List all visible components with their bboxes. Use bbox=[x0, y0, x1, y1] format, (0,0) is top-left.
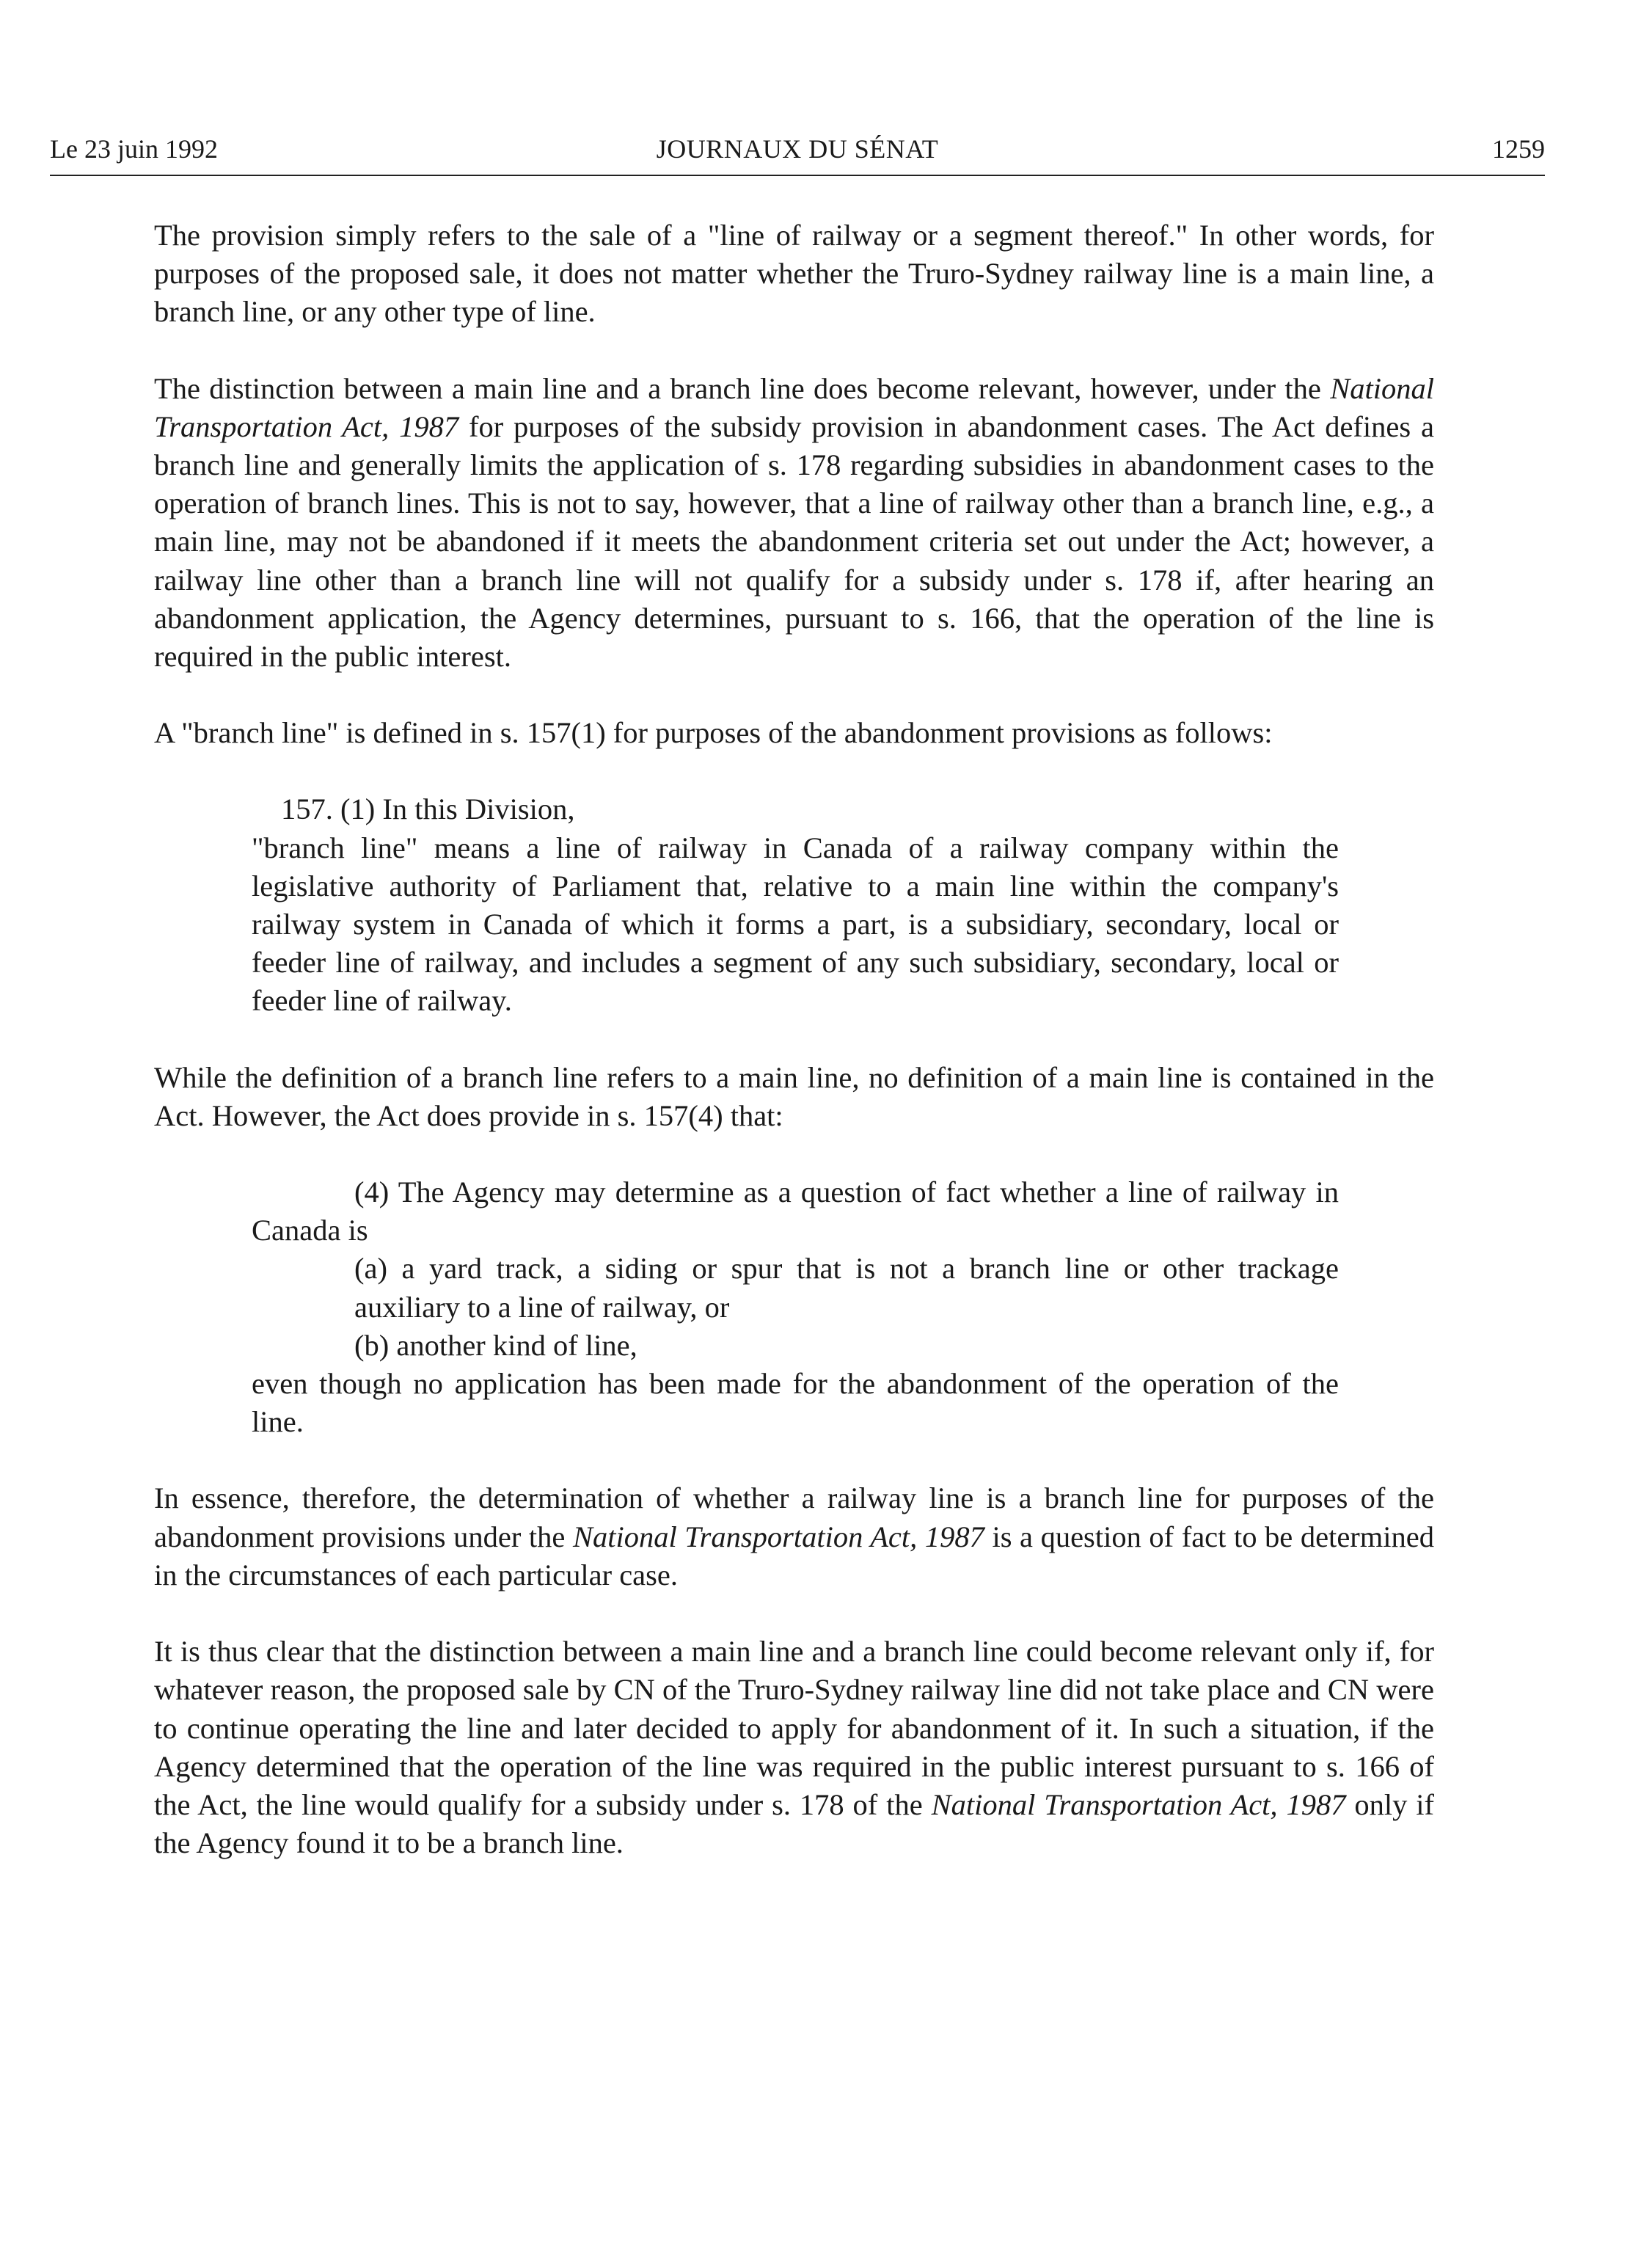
paragraph-2-start: The distinction between a main line and a branch line does become relevant, however, under the bbox=[154, 371, 1331, 405]
quote-section-157-1 bbox=[252, 790, 1339, 1020]
paragraph-6-end: only if the Agency found it to be a branch line. bbox=[154, 1787, 1434, 1860]
paragraph-1: The provision simply refers to the sale of a "line of railway or a segment thereof." In other words, for purposes of the proposed sale, it does not matter whether the Truro-Sydney railway line is a main line, a branch line, or any other type of line. bbox=[154, 219, 1434, 329]
paragraph-3: A "branch line" is defined in s. 157(1) for purposes of the abandonment provisions as follows: bbox=[154, 716, 1273, 750]
document-body bbox=[154, 216, 1434, 1862]
act-title: National Transportation Act, 1987 bbox=[154, 371, 1434, 443]
page-header bbox=[50, 131, 1545, 176]
paragraph-5-end: is a question of fact to be determined in the circumstances of each particular case. bbox=[154, 1520, 1435, 1591]
page-number: 1259 bbox=[1492, 134, 1545, 164]
header-title: JOURNAUX DU SÉNAT bbox=[656, 134, 939, 164]
header-date: Le 23 juin 1992 bbox=[50, 134, 218, 164]
paragraph-2-end: for purposes of the subsidy provision in abandonment cases. The Act defines a branch line and generally limits the application of s. 178 regarding subsidies in abandonment cases to the operation of branch lines. This is not to say, however, that a line of railway other than a branch line, e.g., a main line, may not be abandoned if it meets the abandonment criteria set out under the Act; however, a railway line other than a branch line will not qualify for a subsidy under s. 178 if, after hearing an abandonment application, the Agency determines, pursuant to s. 166, that the operation of the line is required in the public interest. bbox=[154, 409, 1434, 674]
paragraph-4: While the definition of a branch line refers to a main line, no definition of a main line is contained in the Act. However, the Act does provide in s. 157(4) that: bbox=[154, 1060, 1434, 1132]
paragraph-6 bbox=[154, 1633, 1434, 1862]
quote-2-item-a: (a) a yard track, a siding or spur that is not a branch line or other trackage auxiliary to a line of railway, or bbox=[354, 1252, 1339, 1324]
quote-2-tail: even though no application has been made for the abandonment of the operation of the line. bbox=[252, 1367, 1339, 1439]
paragraph-6-start: It is thus clear that the distinction between a main line and a branch line could become relevant only if, for whatever reason, the proposed sale by CN of the Truro-Sydney railway line did not take place and CN were to continue operating the line and later decided to apply for abandonment of it. In such a situation, if the Agency determined that the operation of the line was required in the public interest pursuant to s. 166 of the Act, the line would qualify for a subsidy under s. 178 of the bbox=[154, 1635, 1434, 1821]
act-title: National Transportation Act, 1987 bbox=[572, 1520, 984, 1553]
quote-2-item-b: (b) another kind of line, bbox=[354, 1328, 637, 1362]
quote-1-head: 157. (1) In this Division, bbox=[281, 792, 575, 826]
quote-2-first: (4) The Agency may determine as a question of fact whether a line of railway in Canada is bbox=[252, 1175, 1339, 1247]
quote-1-body: "branch line" means a line of railway in Canada of a railway company within the legislative authority of Parliament that, relative to a main line within the company's railway system in Canada of which it forms a part, is a subsidiary, secondary, local or feeder line of railway, and includes a segment of any such subsidiary, secondary, local or feeder line of railway. bbox=[252, 831, 1339, 1018]
paragraph-5-start: In essence, therefore, the determination of whether a railway line is a branch line for purposes of the abandonment provisions under the bbox=[154, 1481, 1434, 1553]
paragraph-5 bbox=[154, 1479, 1434, 1594]
quote-section-157-4 bbox=[252, 1173, 1339, 1441]
paragraph-2 bbox=[154, 370, 1434, 677]
act-title: National Transportation Act, 1987 bbox=[931, 1787, 1346, 1821]
